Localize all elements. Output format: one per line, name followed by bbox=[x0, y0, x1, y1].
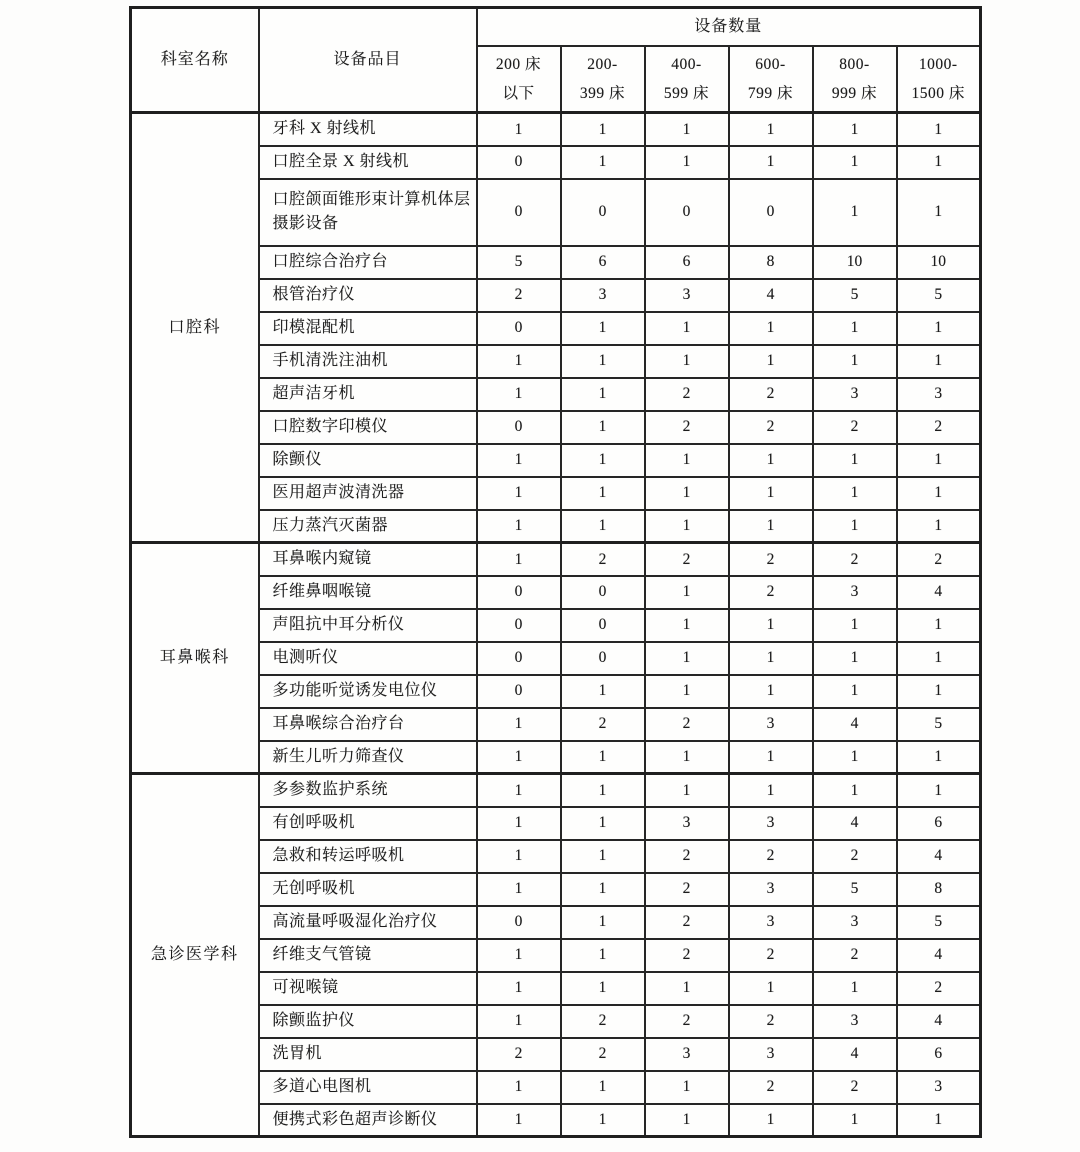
quantity-cell: 5 bbox=[897, 708, 981, 741]
quantity-cell: 1 bbox=[561, 510, 645, 543]
table-row bbox=[131, 179, 981, 246]
bed-range-line1: 200 床 bbox=[495, 56, 542, 73]
quantity-cell: 1 bbox=[561, 113, 645, 146]
table-row bbox=[131, 576, 981, 609]
quantity-cell: 2 bbox=[813, 840, 897, 873]
equipment-item-cell: 耳鼻喉内窥镜 bbox=[259, 543, 477, 576]
quantity-cell: 0 bbox=[729, 179, 813, 246]
quantity-cell: 1 bbox=[645, 675, 729, 708]
bed-range-line1: 400- bbox=[671, 56, 702, 73]
quantity-cell: 3 bbox=[561, 279, 645, 312]
quantity-cell: 6 bbox=[897, 1038, 981, 1071]
equipment-item-cell: 除颤仪 bbox=[259, 444, 477, 477]
quantity-cell: 0 bbox=[477, 642, 561, 675]
quantity-cell: 1 bbox=[561, 146, 645, 179]
table-row bbox=[131, 444, 981, 477]
quantity-cell: 1 bbox=[561, 1104, 645, 1137]
quantity-cell: 1 bbox=[813, 609, 897, 642]
equipment-item-cell: 手机清洗注油机 bbox=[259, 345, 477, 378]
equipment-item-cell: 印模混配机 bbox=[259, 312, 477, 345]
quantity-cell: 1 bbox=[561, 840, 645, 873]
quantity-cell: 1 bbox=[477, 972, 561, 1005]
quantity-cell: 1 bbox=[645, 741, 729, 774]
quantity-cell: 4 bbox=[897, 840, 981, 873]
quantity-cell: 2 bbox=[897, 543, 981, 576]
quantity-cell: 1 bbox=[897, 179, 981, 246]
table-row bbox=[131, 477, 981, 510]
equipment-item-cell: 声阻抗中耳分析仪 bbox=[259, 609, 477, 642]
quantity-cell: 1 bbox=[561, 741, 645, 774]
quantity-cell: 1 bbox=[561, 807, 645, 840]
equipment-item-cell: 便携式彩色超声诊断仪 bbox=[259, 1104, 477, 1137]
quantity-cell: 3 bbox=[897, 1071, 981, 1104]
quantity-cell: 1 bbox=[729, 146, 813, 179]
quantity-cell: 2 bbox=[729, 939, 813, 972]
quantity-cell: 2 bbox=[813, 1071, 897, 1104]
quantity-cell: 2 bbox=[645, 543, 729, 576]
bed-range-line2: 799 床 bbox=[747, 85, 794, 102]
quantity-cell: 1 bbox=[645, 113, 729, 146]
quantity-cell: 1 bbox=[645, 576, 729, 609]
quantity-cell: 2 bbox=[897, 972, 981, 1005]
quantity-cell: 1 bbox=[897, 741, 981, 774]
equipment-item-cell: 可视喉镜 bbox=[259, 972, 477, 1005]
table-row bbox=[131, 1104, 981, 1137]
bed-range-line1: 1000- bbox=[918, 56, 958, 73]
quantity-cell: 1 bbox=[561, 906, 645, 939]
table-row bbox=[131, 675, 981, 708]
quantity-cell: 1 bbox=[477, 807, 561, 840]
table-row bbox=[131, 840, 981, 873]
quantity-cell: 3 bbox=[729, 807, 813, 840]
quantity-cell: 1 bbox=[729, 972, 813, 1005]
equipment-item-cell: 除颤监护仪 bbox=[259, 1005, 477, 1038]
quantity-cell: 3 bbox=[729, 873, 813, 906]
bed-range-line2: 999 床 bbox=[831, 85, 878, 102]
header-bed-range-5 bbox=[813, 46, 897, 113]
equipment-item-cell: 多参数监护系统 bbox=[259, 774, 477, 807]
quantity-cell: 1 bbox=[897, 774, 981, 807]
quantity-cell: 1 bbox=[813, 972, 897, 1005]
quantity-cell: 5 bbox=[477, 246, 561, 279]
quantity-cell: 4 bbox=[897, 576, 981, 609]
quantity-cell: 1 bbox=[561, 378, 645, 411]
header-bed-range-4 bbox=[729, 46, 813, 113]
quantity-cell: 0 bbox=[477, 146, 561, 179]
quantity-cell: 0 bbox=[477, 675, 561, 708]
quantity-cell: 2 bbox=[729, 411, 813, 444]
quantity-cell: 0 bbox=[477, 609, 561, 642]
quantity-cell: 2 bbox=[729, 1071, 813, 1104]
quantity-cell: 2 bbox=[729, 543, 813, 576]
bed-range-line1: 600- bbox=[755, 56, 786, 73]
quantity-cell: 2 bbox=[477, 1038, 561, 1071]
table-row bbox=[131, 708, 981, 741]
quantity-cell: 1 bbox=[729, 444, 813, 477]
quantity-cell: 2 bbox=[729, 576, 813, 609]
quantity-cell: 2 bbox=[813, 543, 897, 576]
quantity-cell: 1 bbox=[813, 741, 897, 774]
quantity-cell: 1 bbox=[897, 113, 981, 146]
equipment-item-cell: 根管治疗仪 bbox=[259, 279, 477, 312]
table-row bbox=[131, 312, 981, 345]
quantity-cell: 1 bbox=[561, 774, 645, 807]
quantity-cell: 1 bbox=[813, 345, 897, 378]
quantity-cell: 1 bbox=[897, 609, 981, 642]
equipment-item-cell: 压力蒸汽灭菌器 bbox=[259, 510, 477, 543]
quantity-cell: 1 bbox=[897, 1104, 981, 1137]
header-equipment-item: 设备品目 bbox=[259, 8, 477, 113]
quantity-cell: 5 bbox=[897, 279, 981, 312]
quantity-cell: 1 bbox=[477, 708, 561, 741]
quantity-cell: 2 bbox=[645, 873, 729, 906]
table-header bbox=[131, 8, 981, 113]
equipment-item-cell: 超声洁牙机 bbox=[259, 378, 477, 411]
header-bed-range-3 bbox=[645, 46, 729, 113]
equipment-item-cell: 洗胃机 bbox=[259, 1038, 477, 1071]
quantity-cell: 1 bbox=[477, 741, 561, 774]
quantity-cell: 10 bbox=[897, 246, 981, 279]
header-department-name: 科室名称 bbox=[131, 8, 259, 113]
bed-range-line2: 599 床 bbox=[663, 85, 710, 102]
quantity-cell: 8 bbox=[729, 246, 813, 279]
quantity-cell: 3 bbox=[729, 1038, 813, 1071]
quantity-cell: 3 bbox=[897, 378, 981, 411]
bed-range-line1: 800- bbox=[839, 56, 870, 73]
quantity-cell: 1 bbox=[477, 543, 561, 576]
bed-range-line2: 399 床 bbox=[579, 85, 626, 102]
table-row bbox=[131, 741, 981, 774]
quantity-cell: 1 bbox=[645, 345, 729, 378]
table-row bbox=[131, 146, 981, 179]
header-bed-range-6 bbox=[897, 46, 981, 113]
quantity-cell: 3 bbox=[729, 708, 813, 741]
quantity-cell: 1 bbox=[729, 642, 813, 675]
table-row bbox=[131, 378, 981, 411]
quantity-cell: 1 bbox=[477, 1005, 561, 1038]
table-row bbox=[131, 972, 981, 1005]
bed-range-line1: 200- bbox=[587, 56, 618, 73]
quantity-cell: 5 bbox=[813, 873, 897, 906]
quantity-cell: 3 bbox=[729, 906, 813, 939]
quantity-cell: 1 bbox=[813, 312, 897, 345]
quantity-cell: 1 bbox=[729, 675, 813, 708]
quantity-cell: 1 bbox=[813, 179, 897, 246]
quantity-cell: 2 bbox=[561, 543, 645, 576]
quantity-cell: 1 bbox=[729, 312, 813, 345]
quantity-cell: 1 bbox=[477, 345, 561, 378]
quantity-cell: 1 bbox=[645, 146, 729, 179]
equipment-item-cell: 急救和转运呼吸机 bbox=[259, 840, 477, 873]
quantity-cell: 1 bbox=[897, 444, 981, 477]
quantity-cell: 6 bbox=[561, 246, 645, 279]
quantity-cell: 3 bbox=[813, 576, 897, 609]
table-row bbox=[131, 113, 981, 146]
quantity-cell: 2 bbox=[897, 411, 981, 444]
table-row bbox=[131, 642, 981, 675]
quantity-cell: 2 bbox=[729, 378, 813, 411]
department-cell: 口腔科 bbox=[131, 113, 259, 543]
table-body bbox=[131, 113, 981, 1137]
quantity-cell: 1 bbox=[897, 345, 981, 378]
table-row bbox=[131, 510, 981, 543]
quantity-cell: 1 bbox=[897, 477, 981, 510]
quantity-cell: 4 bbox=[813, 807, 897, 840]
quantity-cell: 2 bbox=[813, 939, 897, 972]
table-row bbox=[131, 1005, 981, 1038]
table-row bbox=[131, 345, 981, 378]
table-row bbox=[131, 873, 981, 906]
quantity-cell: 4 bbox=[813, 1038, 897, 1071]
bed-range-line2: 1500 床 bbox=[911, 85, 965, 102]
quantity-cell: 6 bbox=[897, 807, 981, 840]
bed-range-line2: 以下 bbox=[502, 85, 535, 102]
quantity-cell: 1 bbox=[645, 312, 729, 345]
equipment-item-cell: 医用超声波清洗器 bbox=[259, 477, 477, 510]
quantity-cell: 5 bbox=[813, 279, 897, 312]
quantity-cell: 1 bbox=[645, 477, 729, 510]
quantity-cell: 1 bbox=[645, 972, 729, 1005]
quantity-cell: 1 bbox=[897, 642, 981, 675]
equipment-item-cell: 牙科 X 射线机 bbox=[259, 113, 477, 146]
quantity-cell: 3 bbox=[813, 906, 897, 939]
quantity-cell: 1 bbox=[477, 113, 561, 146]
quantity-cell: 1 bbox=[477, 1071, 561, 1104]
quantity-cell: 1 bbox=[561, 444, 645, 477]
quantity-cell: 4 bbox=[813, 708, 897, 741]
equipment-item-cell: 口腔颌面锥形束计算机体层摄影设备 bbox=[259, 179, 477, 246]
quantity-cell: 1 bbox=[477, 444, 561, 477]
table-row bbox=[131, 279, 981, 312]
table-row bbox=[131, 411, 981, 444]
equipment-item-cell: 多功能听觉诱发电位仪 bbox=[259, 675, 477, 708]
quantity-cell: 10 bbox=[813, 246, 897, 279]
quantity-cell: 1 bbox=[477, 939, 561, 972]
quantity-cell: 4 bbox=[729, 279, 813, 312]
quantity-cell: 2 bbox=[645, 708, 729, 741]
quantity-cell: 0 bbox=[477, 179, 561, 246]
quantity-cell: 1 bbox=[729, 113, 813, 146]
equipment-item-cell: 口腔数字印模仪 bbox=[259, 411, 477, 444]
quantity-cell: 1 bbox=[729, 345, 813, 378]
quantity-cell: 1 bbox=[897, 510, 981, 543]
quantity-cell: 1 bbox=[561, 411, 645, 444]
quantity-cell: 2 bbox=[561, 1005, 645, 1038]
quantity-cell: 1 bbox=[561, 477, 645, 510]
quantity-cell: 1 bbox=[645, 444, 729, 477]
header-bed-range-1 bbox=[477, 46, 561, 113]
quantity-cell: 1 bbox=[477, 873, 561, 906]
quantity-cell: 1 bbox=[561, 939, 645, 972]
quantity-cell: 1 bbox=[813, 510, 897, 543]
quantity-cell: 1 bbox=[897, 312, 981, 345]
quantity-cell: 2 bbox=[645, 939, 729, 972]
equipment-item-cell: 纤维支气管镜 bbox=[259, 939, 477, 972]
quantity-cell: 4 bbox=[897, 1005, 981, 1038]
quantity-cell: 1 bbox=[477, 378, 561, 411]
quantity-cell: 2 bbox=[561, 708, 645, 741]
quantity-cell: 1 bbox=[813, 1104, 897, 1137]
quantity-cell: 1 bbox=[645, 1104, 729, 1137]
quantity-cell: 2 bbox=[729, 1005, 813, 1038]
equipment-item-cell: 多道心电图机 bbox=[259, 1071, 477, 1104]
equipment-item-cell: 耳鼻喉综合治疗台 bbox=[259, 708, 477, 741]
quantity-cell: 1 bbox=[897, 675, 981, 708]
table-row bbox=[131, 807, 981, 840]
equipment-item-cell: 无创呼吸机 bbox=[259, 873, 477, 906]
quantity-cell: 3 bbox=[645, 807, 729, 840]
quantity-cell: 1 bbox=[645, 609, 729, 642]
quantity-cell: 3 bbox=[645, 1038, 729, 1071]
quantity-cell: 2 bbox=[645, 840, 729, 873]
quantity-cell: 2 bbox=[729, 840, 813, 873]
quantity-cell: 1 bbox=[729, 477, 813, 510]
quantity-cell: 1 bbox=[729, 609, 813, 642]
quantity-cell: 0 bbox=[561, 179, 645, 246]
quantity-cell: 4 bbox=[897, 939, 981, 972]
quantity-cell: 8 bbox=[897, 873, 981, 906]
quantity-cell: 0 bbox=[561, 642, 645, 675]
quantity-cell: 0 bbox=[477, 576, 561, 609]
header-row-top bbox=[131, 8, 981, 47]
quantity-cell: 0 bbox=[561, 576, 645, 609]
quantity-cell: 1 bbox=[561, 345, 645, 378]
equipment-item-cell: 有创呼吸机 bbox=[259, 807, 477, 840]
equipment-item-cell: 口腔全景 X 射线机 bbox=[259, 146, 477, 179]
quantity-cell: 1 bbox=[561, 1071, 645, 1104]
quantity-cell: 1 bbox=[477, 840, 561, 873]
quantity-cell: 1 bbox=[729, 741, 813, 774]
equipment-item-cell: 高流量呼吸湿化治疗仪 bbox=[259, 906, 477, 939]
quantity-cell: 1 bbox=[561, 972, 645, 1005]
equipment-item-cell: 电测听仪 bbox=[259, 642, 477, 675]
quantity-cell: 1 bbox=[729, 510, 813, 543]
quantity-cell: 1 bbox=[645, 510, 729, 543]
quantity-cell: 2 bbox=[645, 906, 729, 939]
quantity-cell: 1 bbox=[813, 642, 897, 675]
quantity-cell: 0 bbox=[561, 609, 645, 642]
quantity-cell: 1 bbox=[813, 444, 897, 477]
department-cell: 耳鼻喉科 bbox=[131, 543, 259, 774]
table-row bbox=[131, 939, 981, 972]
quantity-cell: 2 bbox=[645, 1005, 729, 1038]
quantity-cell: 0 bbox=[645, 179, 729, 246]
quantity-cell: 2 bbox=[813, 411, 897, 444]
quantity-cell: 5 bbox=[897, 906, 981, 939]
quantity-cell: 1 bbox=[729, 1104, 813, 1137]
quantity-cell: 1 bbox=[645, 1071, 729, 1104]
quantity-cell: 3 bbox=[645, 279, 729, 312]
quantity-cell: 1 bbox=[897, 146, 981, 179]
quantity-cell: 0 bbox=[477, 906, 561, 939]
quantity-cell: 0 bbox=[477, 312, 561, 345]
quantity-cell: 2 bbox=[477, 279, 561, 312]
quantity-cell: 1 bbox=[813, 113, 897, 146]
quantity-cell: 1 bbox=[813, 774, 897, 807]
quantity-cell: 1 bbox=[729, 774, 813, 807]
header-equipment-quantity: 设备数量 bbox=[477, 8, 981, 47]
quantity-cell: 1 bbox=[813, 146, 897, 179]
quantity-cell: 1 bbox=[645, 774, 729, 807]
equipment-item-cell: 纤维鼻咽喉镜 bbox=[259, 576, 477, 609]
table-row bbox=[131, 1071, 981, 1104]
quantity-cell: 3 bbox=[813, 1005, 897, 1038]
table-row bbox=[131, 906, 981, 939]
quantity-cell: 1 bbox=[561, 312, 645, 345]
quantity-cell: 1 bbox=[477, 510, 561, 543]
table-row bbox=[131, 246, 981, 279]
quantity-cell: 0 bbox=[477, 411, 561, 444]
table-row bbox=[131, 774, 981, 807]
quantity-cell: 1 bbox=[561, 675, 645, 708]
equipment-item-cell: 新生儿听力筛查仪 bbox=[259, 741, 477, 774]
department-cell: 急诊医学科 bbox=[131, 774, 259, 1137]
table-row bbox=[131, 609, 981, 642]
quantity-cell: 1 bbox=[477, 1104, 561, 1137]
quantity-cell: 2 bbox=[561, 1038, 645, 1071]
quantity-cell: 1 bbox=[813, 477, 897, 510]
header-bed-range-2 bbox=[561, 46, 645, 113]
table-row bbox=[131, 1038, 981, 1071]
quantity-cell: 1 bbox=[813, 675, 897, 708]
quantity-cell: 2 bbox=[645, 378, 729, 411]
quantity-cell: 2 bbox=[645, 411, 729, 444]
equipment-quota-table bbox=[129, 6, 982, 1138]
quantity-cell: 3 bbox=[813, 378, 897, 411]
equipment-item-cell: 口腔综合治疗台 bbox=[259, 246, 477, 279]
quantity-cell: 1 bbox=[561, 873, 645, 906]
quantity-cell: 1 bbox=[645, 642, 729, 675]
quantity-cell: 6 bbox=[645, 246, 729, 279]
quantity-cell: 1 bbox=[477, 774, 561, 807]
quantity-cell: 1 bbox=[477, 477, 561, 510]
table-row bbox=[131, 543, 981, 576]
